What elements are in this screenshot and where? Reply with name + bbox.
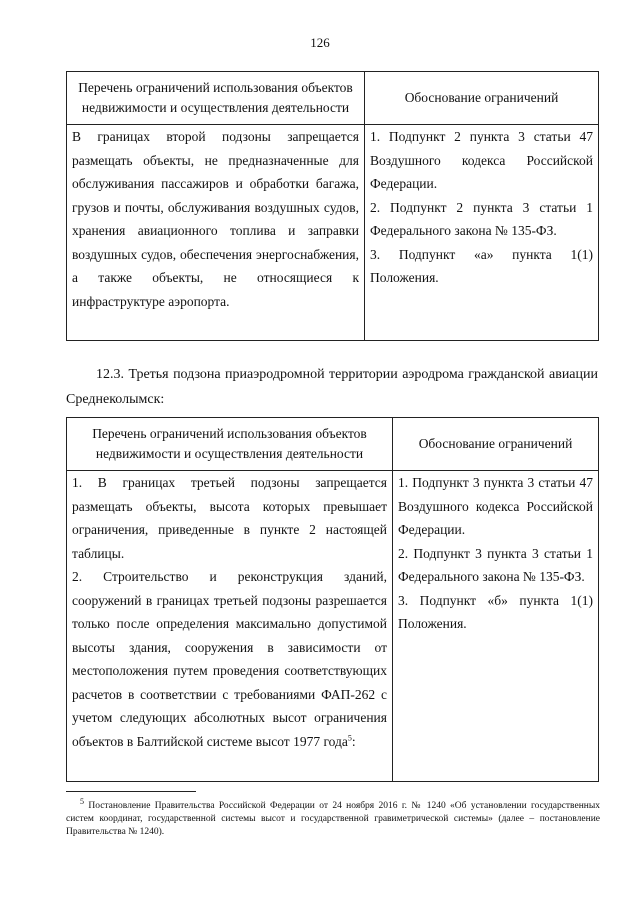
justification-item: 1. Подпункт 2 пункта 3 статьи 47 Воздушного кодекса Российской Федерации.: [370, 129, 593, 191]
footnote-text: Постановление Правительства Российской Федерации от 24 ноября 2016 г. № 1240 «Об установлении государственных систем координат, государственной системы высот и государственной гравиметрической системы» (далее – постановление Правительства № 1240).: [66, 801, 601, 837]
justification-cell: [393, 471, 599, 782]
table-header-right: Обоснование ограничений: [365, 72, 599, 125]
restriction-item-2-text: 2. Строительство и реконструкция зданий, сооружений в границах третьей подзоны разрешается только после определения максимально допустимой высоты здания, сооружения в зависимости от местоположения путем проведения соответствующих расчетов в соответствии с требованиями ФАП-262 с учетом следующих абсолютных высот ограничения объектов в Балтийской системе высот 1977 года: [72, 569, 387, 749]
table-header-left: Перечень ограничений использования объектов недвижимости и осуществления деятельности: [67, 72, 365, 125]
table-header-row: [67, 418, 599, 471]
table-row: [67, 125, 599, 341]
restriction-cell: [67, 125, 365, 341]
restriction-cell: [67, 471, 393, 782]
restriction-item-2: [72, 565, 387, 753]
justification-item: 1. Подпункт 3 пункта 3 статьи 47 Воздушного кодекса Российской Федерации.: [398, 475, 593, 537]
restrictions-table-zone-2: [66, 71, 599, 341]
footnote: [66, 796, 601, 839]
justification-item: 3. Подпункт «б» пункта 1(1) Положения.: [398, 592, 593, 631]
table-header-right: Обоснование ограничений: [393, 418, 599, 471]
restriction-text: В границах второй подзоны запрещается размещать объекты, не предназначенные для обслуживания пассажиров и обработки багажа, грузов и почты, обслуживания воздушных судов, хранения авиационного топлива и заправки воздушных судов, обеспечения энергоснабжения, а также объекты, не относящиеся к инфраструктуре аэропорта.: [72, 129, 359, 309]
restrictions-table-zone-3: [66, 417, 599, 782]
table-row: [67, 471, 599, 782]
restriction-item-2-end: :: [351, 733, 356, 749]
footnote-marker: 5: [80, 796, 84, 806]
page-number: 126: [310, 35, 330, 50]
restriction-item-1: 1. В границах третьей подзоны запрещается размещать объекты, высота которых превышает ограничения, приведенные в пункте 2 настоящей таблицы.: [72, 475, 387, 561]
justification-item: 2. Подпункт 2 пункта 3 статьи 1 Федерального закона № 135-ФЗ.: [370, 199, 593, 238]
table-header-row: [67, 72, 599, 125]
footnote-reference: 5: [347, 733, 352, 742]
table-header-left: Перечень ограничений использования объектов недвижимости и осуществления деятельности: [67, 418, 393, 471]
footnote-divider: [66, 791, 196, 792]
justification-cell: [365, 125, 599, 341]
justification-item: 3. Подпункт «а» пункта 1(1) Положения.: [370, 246, 593, 285]
section-heading: 12.3. Третья подзона приаэродромной территории аэродрома гражданской авиации Среднеколымск:: [66, 367, 598, 407]
justification-item: 2. Подпункт 3 пункта 3 статьи 1 Федерального закона № 135-ФЗ.: [398, 545, 593, 584]
